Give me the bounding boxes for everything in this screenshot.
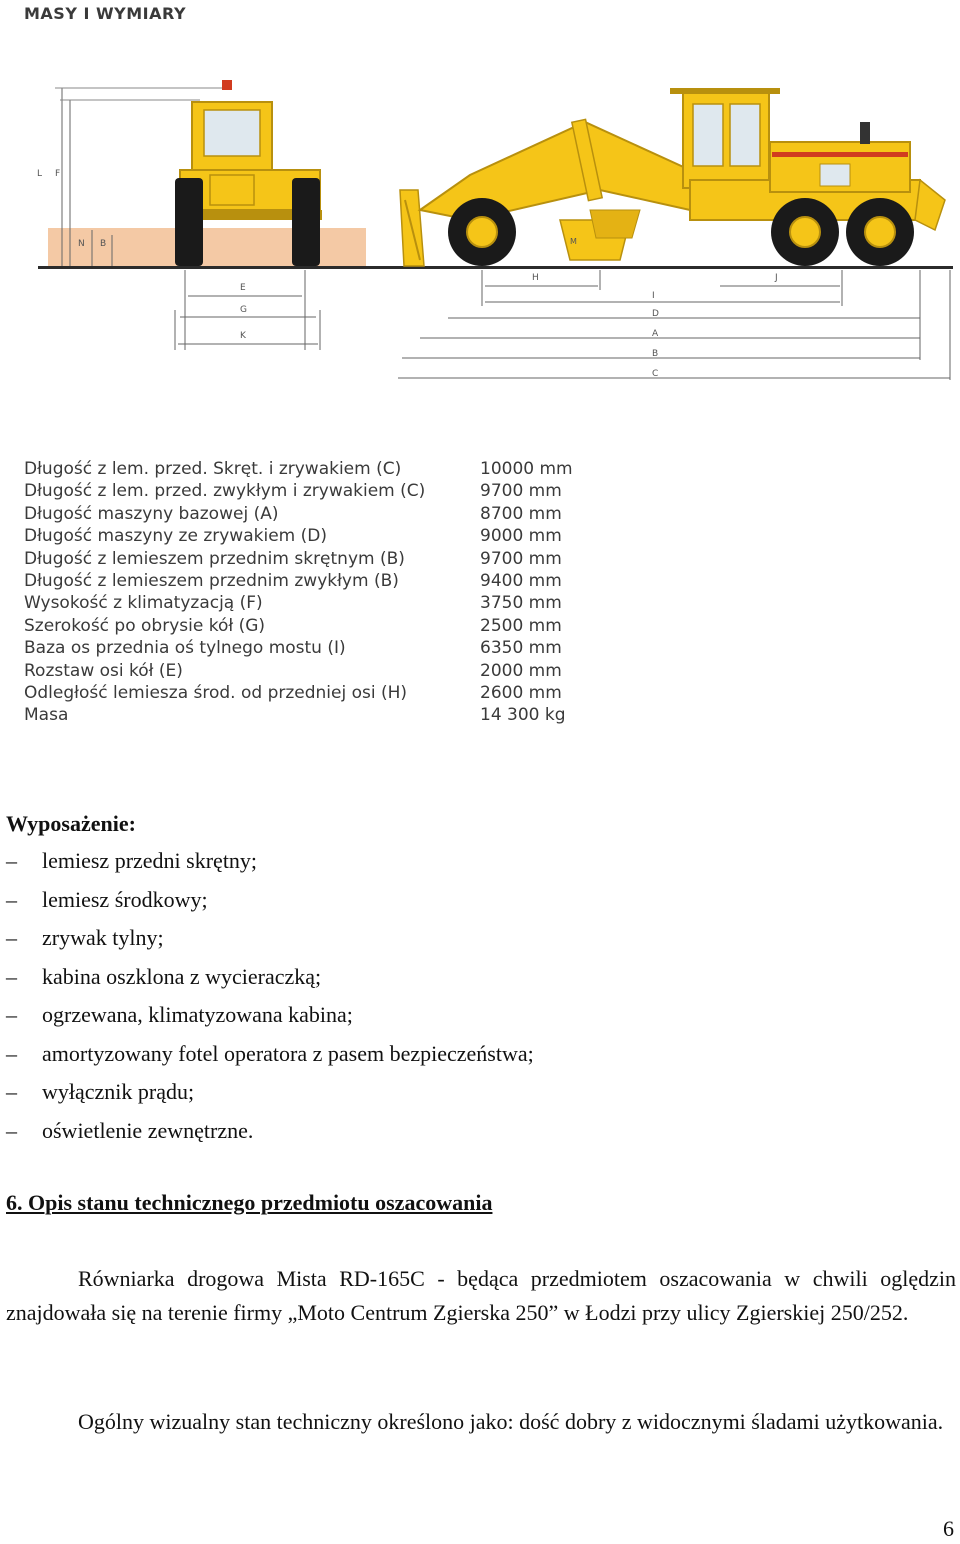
dash-bullet: – <box>6 886 17 912</box>
spec-table <box>24 458 573 727</box>
side-front-wheel <box>448 198 516 266</box>
side-rear-wheel-2 <box>846 198 914 266</box>
spec-value: 2500 mm <box>480 615 562 636</box>
dim-label-K: K <box>240 331 246 341</box>
dash-bullet: – <box>6 1117 17 1143</box>
spec-label: Długość maszyny bazowej (A) <box>24 503 279 524</box>
paragraph <box>6 1405 956 1439</box>
spec-label: Baza os przednia oś tylnego mostu (I) <box>24 638 346 659</box>
list-item-text: zrywak tylny; <box>42 925 164 950</box>
list-item-text: kabina oszklona z wycieraczką; <box>42 963 322 989</box>
spec-row <box>24 615 573 637</box>
list-item <box>6 842 946 881</box>
spec-value: 2000 mm <box>480 660 562 681</box>
grader-dimension-diagram <box>0 60 960 420</box>
dim-label-G: G <box>240 305 247 315</box>
side-rear-wheel-1 <box>771 198 839 266</box>
dim-label-J: J <box>775 273 778 283</box>
spec-value: 8700 mm <box>480 503 562 524</box>
list-item <box>6 996 946 1035</box>
list-item-text: oświetlenie zewnętrzne. <box>42 1117 254 1143</box>
spec-row <box>24 704 573 726</box>
spec-value: 14 300 kg <box>480 705 566 726</box>
front-right-wheel <box>292 178 320 266</box>
list-item <box>6 881 946 920</box>
equipment-title: Wyposażenie: <box>6 811 136 836</box>
ground-line <box>38 266 953 269</box>
spec-value: 10000 mm <box>480 459 573 479</box>
spec-row <box>24 480 573 502</box>
dim-label-C: C <box>652 369 659 379</box>
spec-row <box>24 525 573 547</box>
paragraph-text: Równiarka drogowa Mista RD-165C - będąca przedmiotem oszacowania w chwili oględzin znajdowała się na terenie firmy „Moto Centrum Zgierska 250” w Łodzi przy ulicy Zgierskiej 250/252. <box>6 1266 956 1325</box>
front-left-wheel <box>175 178 203 266</box>
dim-label-D: D <box>652 309 659 319</box>
dim-label-B-front: B <box>100 239 107 249</box>
spec-label: Długość z lem. przed. Skręt. i zrywakiem (C) <box>24 459 402 479</box>
list-item <box>6 958 946 997</box>
dash-bullet: – <box>6 1002 17 1027</box>
spec-row <box>24 548 573 570</box>
list-item <box>6 919 946 958</box>
spec-row <box>24 458 573 480</box>
spec-label: Długość z lem. przed. zwykłym i zrywakiem (C) <box>24 481 426 502</box>
list-item <box>6 1112 946 1151</box>
spec-value: 9400 mm <box>480 570 562 591</box>
spec-value: 9000 mm <box>480 526 562 547</box>
dash-bullet: – <box>6 963 17 989</box>
spec-label: Szerokość po obrysie kół (G) <box>24 615 266 636</box>
spec-label: Długość z lemieszem przednim zwykłym (B) <box>24 570 399 591</box>
dash-bullet: – <box>6 1079 17 1104</box>
dim-label-F: F <box>55 169 61 179</box>
paragraph <box>6 1262 956 1330</box>
section-heading: 6. Opis stanu technicznego przedmiotu oszacowania <box>6 1190 493 1215</box>
side-view <box>398 88 950 380</box>
spec-label: Długość z lemieszem przednim skrętnym (B) <box>24 548 405 569</box>
spec-row <box>24 570 573 592</box>
list-item-text: wyłącznik prądu; <box>42 1079 195 1104</box>
dash-bullet: – <box>6 925 17 950</box>
dash-bullet: – <box>6 848 17 873</box>
spec-row <box>24 503 573 525</box>
list-item-text: lemiesz przedni skrętny; <box>42 848 258 873</box>
page-heading: MASY I WYMIARY <box>24 4 187 23</box>
paragraph-text: Ogólny wizualny stan techniczny określono jako: dość dobry z widocznymi śladami użytkowania. <box>78 1409 944 1434</box>
dim-label-L: L <box>37 169 43 179</box>
spec-value: 9700 mm <box>480 481 562 502</box>
spec-label: Wysokość z klimatyzacją (F) <box>24 593 263 614</box>
front-view <box>37 80 366 350</box>
dim-label-M: M <box>570 237 577 246</box>
page-number: 6 <box>943 1516 954 1541</box>
dim-label-H: H <box>532 273 539 283</box>
dim-label-A: A <box>652 329 659 339</box>
spec-value: 9700 mm <box>480 548 562 569</box>
dash-bullet: – <box>6 1040 17 1066</box>
spec-value: 3750 mm <box>480 593 562 614</box>
dim-label-B-side: B <box>652 349 659 359</box>
list-item <box>6 1073 946 1112</box>
dim-label-N: N <box>78 239 85 249</box>
list-item-text: lemiesz środkowy; <box>42 886 208 912</box>
spec-label: Długość maszyny ze zrywakiem (D) <box>24 526 327 547</box>
list-item-text: amortyzowany fotel operatora z pasem bezpieczeństwa; <box>42 1040 534 1066</box>
spec-value: 6350 mm <box>480 638 562 659</box>
spec-label: Odległość lemiesza środ. od przedniej osi (H) <box>24 682 408 703</box>
spec-row <box>24 592 573 614</box>
dim-label-E: E <box>240 283 246 293</box>
list-item <box>6 1035 946 1074</box>
spec-row <box>24 682 573 704</box>
spec-label: Masa <box>24 705 69 726</box>
spec-row <box>24 637 573 659</box>
equipment-section <box>6 806 946 1150</box>
spec-label: Rozstaw osi kół (E) <box>24 660 183 681</box>
list-item-text: ogrzewana, klimatyzowana kabina; <box>42 1002 353 1027</box>
dim-label-I: I <box>652 291 655 301</box>
spec-row <box>24 660 573 682</box>
spec-value: 2600 mm <box>480 682 562 703</box>
